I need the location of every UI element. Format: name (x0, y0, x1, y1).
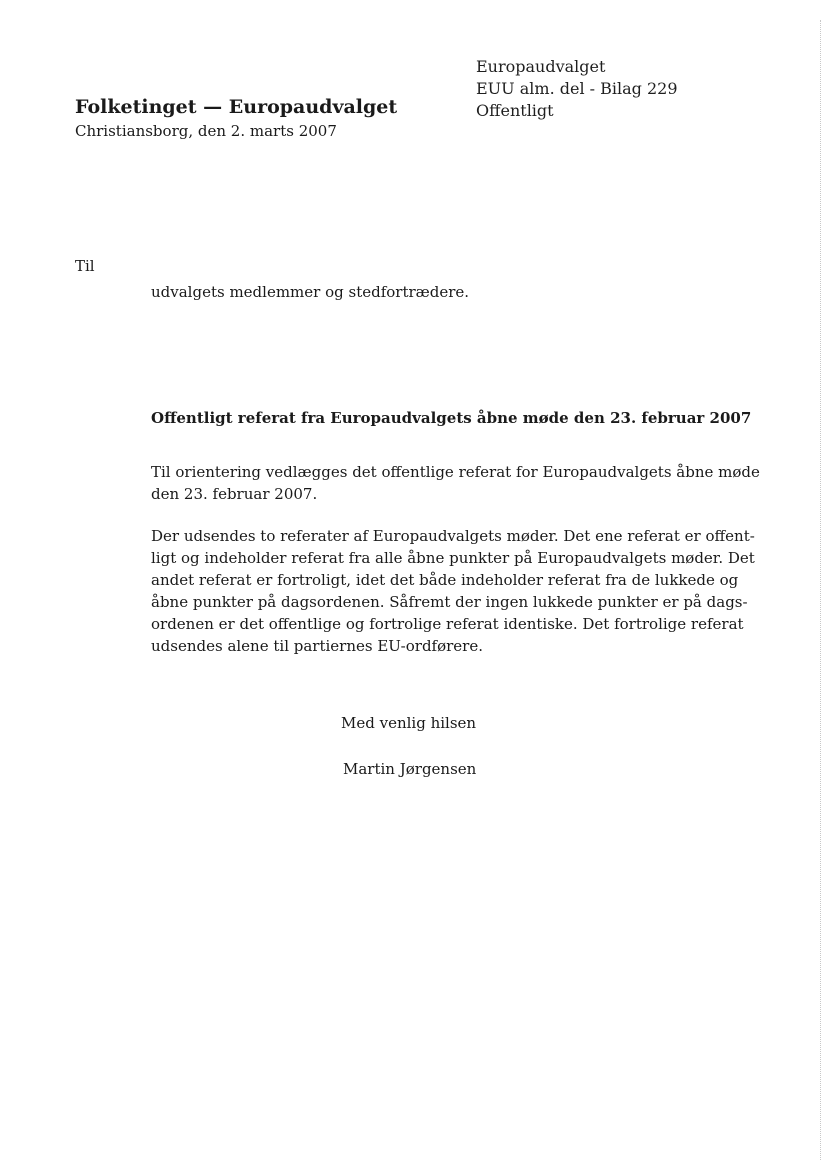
paragraph-line: åbne punkter på dagsordenen. Såfremt der ingen lukkede punkter er på dags- (151, 593, 748, 611)
paragraph-line: andet referat er fortroligt, idet det både indeholder referat fra de lukkede og (151, 571, 739, 589)
body-paragraph-2 (151, 525, 755, 657)
to-label: Til (75, 257, 95, 275)
signature-name: Martin Jørgensen (343, 760, 477, 778)
organization-heading: Folketinget — Europaudvalget (75, 96, 398, 118)
paragraph-line: Til orientering vedlægges det offentlige referat for Europaudvalgets åbne møde (151, 463, 760, 481)
dateline: Christiansborg, den 2. marts 2007 (75, 122, 337, 140)
stamp-committee: Europaudvalget (476, 57, 606, 76)
body-paragraph-1 (151, 461, 760, 505)
document-stamp (476, 56, 678, 122)
subject-line: Offentligt referat fra Europaudvalgets åbne møde den 23. februar 2007 (151, 409, 752, 427)
paragraph-line: ligt og indeholder referat fra alle åbne punkter på Europaudvalgets møder. Det (151, 549, 755, 567)
closing-greeting: Med venlig hilsen (341, 714, 477, 732)
paragraph-line: Der udsendes to referater af Europaudvalgets møder. Det ene referat er offent- (151, 527, 755, 545)
paragraph-line: udsendes alene til partiernes EU-ordførere. (151, 637, 483, 655)
recipients: udvalgets medlemmer og stedfortrædere. (151, 283, 470, 301)
scan-edge-divider (819, 20, 821, 1160)
stamp-classification: Offentligt (476, 101, 554, 120)
paragraph-line: den 23. februar 2007. (151, 485, 318, 503)
paragraph-line: ordenen er det offentlige og fortrolige referat identiske. Det fortrolige referat (151, 615, 744, 633)
stamp-reference: EUU alm. del - Bilag 229 (476, 79, 678, 98)
